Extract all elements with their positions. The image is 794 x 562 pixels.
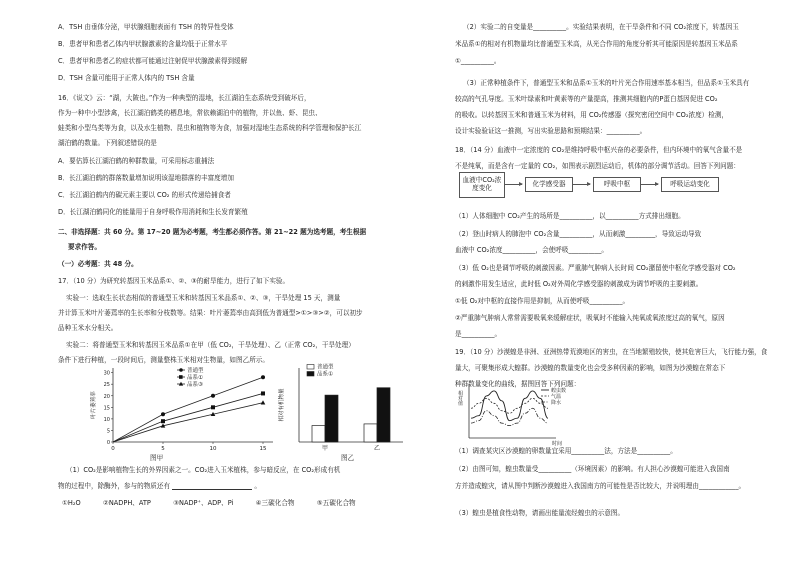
- q17-3-line: 较高的气孔导度。玉米叶绿素和叶黄素等的产量提高，推测其细胞内的P蛋白基因促进 CO₂: [455, 95, 718, 103]
- exp1-line: 实验一：选取生长状态相似的普通型玉米和转基因玉米品系①、②、③，干旱处理 15 天，测量: [66, 294, 341, 302]
- series-line: [113, 403, 263, 442]
- q15-option-d: D．TSH 含量可能用于正常人体内的 TSH 含量: [58, 74, 195, 82]
- choice-2: ②NADPH、ATP: [102, 499, 151, 507]
- bar: [364, 424, 377, 442]
- data-point: [261, 391, 265, 395]
- data-point: [261, 400, 266, 404]
- choice-3: ③NADP⁺、ADP、Pi: [173, 499, 234, 507]
- figure-a-line-chart: [83, 362, 283, 462]
- q18-1: （1）人体细胞中 CO₂产生的场所是__________，以__________方式排出细胞。: [455, 212, 685, 220]
- y-axis-label: 叶片萎蔫率: [91, 391, 97, 419]
- q15-option-a: A．TSH 由垂体分泌，甲状腺细胞表面有 TSH 的特异性受体: [58, 23, 234, 31]
- choice-5: ⑤五碳化合物: [316, 499, 356, 507]
- q18-3-line: （3）低 O₂也是调节呼吸的刺激因素。严重肺气肿病人长时间 CO₂潴留使中枢化学感受器对 CO₂: [455, 264, 736, 272]
- q17-3-line: 设计实验验证这一推测，写出实验思路和预期结果：__________。: [455, 127, 647, 135]
- flow-arrow: [504, 184, 522, 185]
- y-axis-label: 相对值: [457, 390, 463, 406]
- figure-a-caption: 图甲: [150, 454, 164, 462]
- legend-label: 气温: [551, 393, 562, 400]
- q18-3a: ①低 O₂对中枢的直接作用是抑制，从而使呼吸__________。: [455, 297, 630, 305]
- q18-stem-line: 不是纯氧，而是含有一定量的 CO₂，如图表示剧烈运动后，机体的部分调节活动。回答下列问题：: [455, 162, 740, 170]
- figure-b-bar-chart: [273, 362, 413, 462]
- legend-label: 品系①: [187, 375, 203, 381]
- q19-stem-line: 19．（10 分）沙漠蝗是非洲、亚洲热带荒漠地区的害虫，在当地繁殖较快，使其危害巨大，飞行能力强，食: [455, 348, 768, 356]
- category-label: 甲: [321, 445, 329, 452]
- legend-label: 降水: [551, 399, 562, 406]
- q19-1: （1）调查某灾区沙漠蝗的卵数量宜采用__________法，方法是__________。: [455, 447, 677, 455]
- flow-arrow: [572, 184, 590, 185]
- answer-blank[interactable]: [172, 483, 252, 490]
- data-point: [211, 394, 215, 398]
- q18-3-line: 的刺激作用发生适应，此时低 O₂对外周化学感受器的刺激成为调节呼吸的主要刺激。: [455, 280, 703, 288]
- x-tick-label: 10: [209, 446, 217, 452]
- q17-choices: [62, 499, 356, 507]
- choice-4: ④三碳化合物: [255, 499, 295, 507]
- q19-3: （3）蝗虫是植食性动物，请画出能量流经蝗虫的示意图。: [455, 509, 625, 517]
- figure-19-locust-chart: [455, 380, 575, 448]
- y-tick-label: 10: [103, 416, 110, 423]
- exp2-line: 实验二：将普通型玉米和转基因玉米品系①在甲（低 CO₂，干旱处理）、乙（正常 CO₂，干旱处理）: [66, 341, 355, 349]
- legend-swatch: [307, 372, 314, 377]
- y-tick-label: 20: [103, 393, 110, 400]
- y-axis-label: 相对有机物量: [279, 388, 285, 422]
- data-point: [211, 405, 215, 409]
- respiration-flow-diagram: [459, 172, 719, 200]
- q17-2-line: （2）实验二的自变量是__________。实验结果表明，在干旱条件和不同 CO₂浓度下，转基因玉: [463, 23, 739, 31]
- q16-stem-line: 作为一种中小型涉禽，长江湖泊鹤类的栖息地，常依赖湖泊中的植物，并以鱼、虾、昆虫、: [58, 109, 322, 117]
- q19-stem-line: 种群数量变化的曲线，据图回答下列问题：: [455, 380, 581, 388]
- y-tick-label: 0: [106, 440, 110, 446]
- q17-2-line: 米品系①的相对有机物量均比普通型玉米高，从光合作用的角度分析其可能原因是转基因玉米品系: [455, 40, 738, 48]
- legend-label: 普通型: [317, 364, 334, 371]
- q19-2-line: （2）由图可知，蝗虫数量受__________（环境因素）的影响。有人担心沙漠蝗可能进入我国南: [455, 465, 730, 473]
- q16-option-a: A．要估算长江湖泊鹤的种群数量，可采用标志重捕法: [58, 157, 215, 165]
- q18-3b-line: 是__________。: [455, 330, 502, 338]
- bar: [312, 426, 325, 442]
- category-label: 乙: [373, 445, 381, 452]
- q15-option-c: C．患者甲和患者乙的症状都可能通过注射促甲状腺激素得到缓解: [58, 57, 248, 65]
- q19-2-line: 方并造成蝗灾，请从图中判断沙漠蝗进入我国南方的可能性是否比较大，并说明理由____________。: [455, 482, 746, 490]
- q17-1-line-text: 物的过程中，除酶外，参与的物质还有: [58, 482, 171, 490]
- q16-option-b: B．长江湖泊鹤的群落数量增加说明该湿地群落的丰富度增加: [58, 174, 234, 182]
- exp1-line: 品种玉米水分相关。: [58, 324, 118, 332]
- q16-stem-line: 16．《说文》云：“湖，大陂也。”作为一种典型的湿地，长江湖泊生态系统受到破坏后，: [58, 94, 311, 102]
- legend-marker: [179, 368, 183, 372]
- x-tick-label: 5: [161, 446, 165, 452]
- bar: [325, 395, 338, 442]
- q17-1-line: （1）CO₂是影响植物生长的外界因素之一。CO₂进入玉米植株，参与暗反应，在 CO₂形成有机: [66, 466, 341, 474]
- q16-stem-line: 湖泊鹤的数量。下列叙述错误的是: [58, 139, 157, 147]
- q17-1-line: 物的过程中，除酶外，参与的物质还有 。: [58, 482, 261, 490]
- section2-title: 二、非选择题：共 60 分。第 17~20 题为必考题，考生都必须作答。第 21~22 题为选考题，考生根据: [58, 228, 367, 236]
- exp2-line: 条件下进行种植，一段时间后，测量整株玉米相对生物量，如图乙所示。: [58, 356, 269, 364]
- x-tick-label: 15: [259, 446, 267, 452]
- legend-label: 品系③: [187, 382, 203, 388]
- flow-box-breathing: 呼吸运动变化: [661, 177, 719, 192]
- x-tick-label: 0: [111, 446, 115, 452]
- q17-2-line: ①__________。: [455, 57, 501, 65]
- x-axis-label: 时间: [552, 441, 563, 447]
- legend-label: 蝗虫数: [551, 387, 567, 394]
- q17-3-line: （3）正常种植条件下，普通型玉米和品系①玉米的叶片光合作用速率基本相当，但品系①玉米具有: [463, 79, 750, 87]
- legend-label: 普通型: [187, 368, 204, 374]
- y-tick-label: 30: [103, 370, 110, 377]
- q17-stem: 17．（10 分）为研究转基因玉米品系①、②、③的耐旱能力，进行了如下实验。: [58, 277, 290, 285]
- q16-option-c: C．长江湖泊鹤内的碳元素主要以 CO₂ 的形式传递给捕食者: [58, 191, 231, 199]
- flow-box-co2: 血液中CO₂浓度变化: [459, 172, 505, 198]
- series-line: [471, 408, 548, 425]
- q18-stem-line: 18．（14 分）血液中一定浓度的 CO₂是维持呼吸中枢兴奋的必要条件，但内环境中的氧气含量不是: [455, 146, 743, 154]
- legend-marker: [179, 375, 183, 379]
- q18-3b-line: ②严重肺气肿病人常常需要吸氧来缓解症状，吸氧时不能输入纯氧或氧浓度过高的氧气，原因: [455, 314, 725, 322]
- data-point: [161, 412, 165, 416]
- choice-1: ①H₂O: [62, 499, 81, 507]
- required-title: （一）必考题：共 48 分。: [58, 260, 138, 268]
- legend-swatch: [307, 365, 314, 370]
- data-point: [261, 375, 265, 379]
- data-point: [161, 419, 165, 423]
- y-tick-label: 15: [103, 405, 110, 412]
- q18-2-line: 血液中 CO₂浓度__________，会使呼吸__________。: [455, 246, 609, 254]
- y-tick-label: 5: [106, 428, 110, 435]
- figure-b-caption: 图乙: [341, 454, 355, 462]
- section2-title-cont: 要求作答。: [68, 243, 101, 251]
- flow-box-center: 呼吸中枢: [593, 177, 641, 192]
- q19-stem-line: 量大，可聚集形成大蝗群。沙漠蝗的数量变化也会受多种因素的影响，如图为沙漠蝗在常态下: [455, 364, 726, 372]
- legend-label: 品系①: [317, 371, 333, 378]
- q18-2-line: （2）登山时病人的肺泡中 CO₂含量__________，从而刺激_________，导致运动导致: [455, 230, 702, 238]
- flow-box-receptor: 化学感受器: [525, 177, 573, 192]
- q16-stem-line: 蛙类和小型鸟类等为食，以及水生植物、昆虫和植物等为食，加强对湿地生态系统的科学管理和保护长江: [58, 124, 362, 132]
- flow-arrow: [640, 184, 658, 185]
- q17-3-line: 的吸收。以转基因玉米和普通玉米为材料，用 CO₂传感器（探究密闭空间中 CO₂浓度）检测，: [455, 111, 729, 119]
- q16-option-d: D．长江湖泊鹤同化的能量用于自身呼吸作用消耗和生长发育繁殖: [58, 208, 248, 216]
- exp1-line: 并计算玉米叶片萎蔫率的生长率和分枝数等。结果：叶片萎蔫率由高到低为普通型>①>③>②，可以初步: [58, 309, 363, 317]
- y-tick-label: 25: [103, 382, 110, 389]
- q15-option-b: B．患者甲和患者乙体内甲状腺激素的含量均低于正常水平: [58, 40, 228, 48]
- bar: [377, 388, 390, 442]
